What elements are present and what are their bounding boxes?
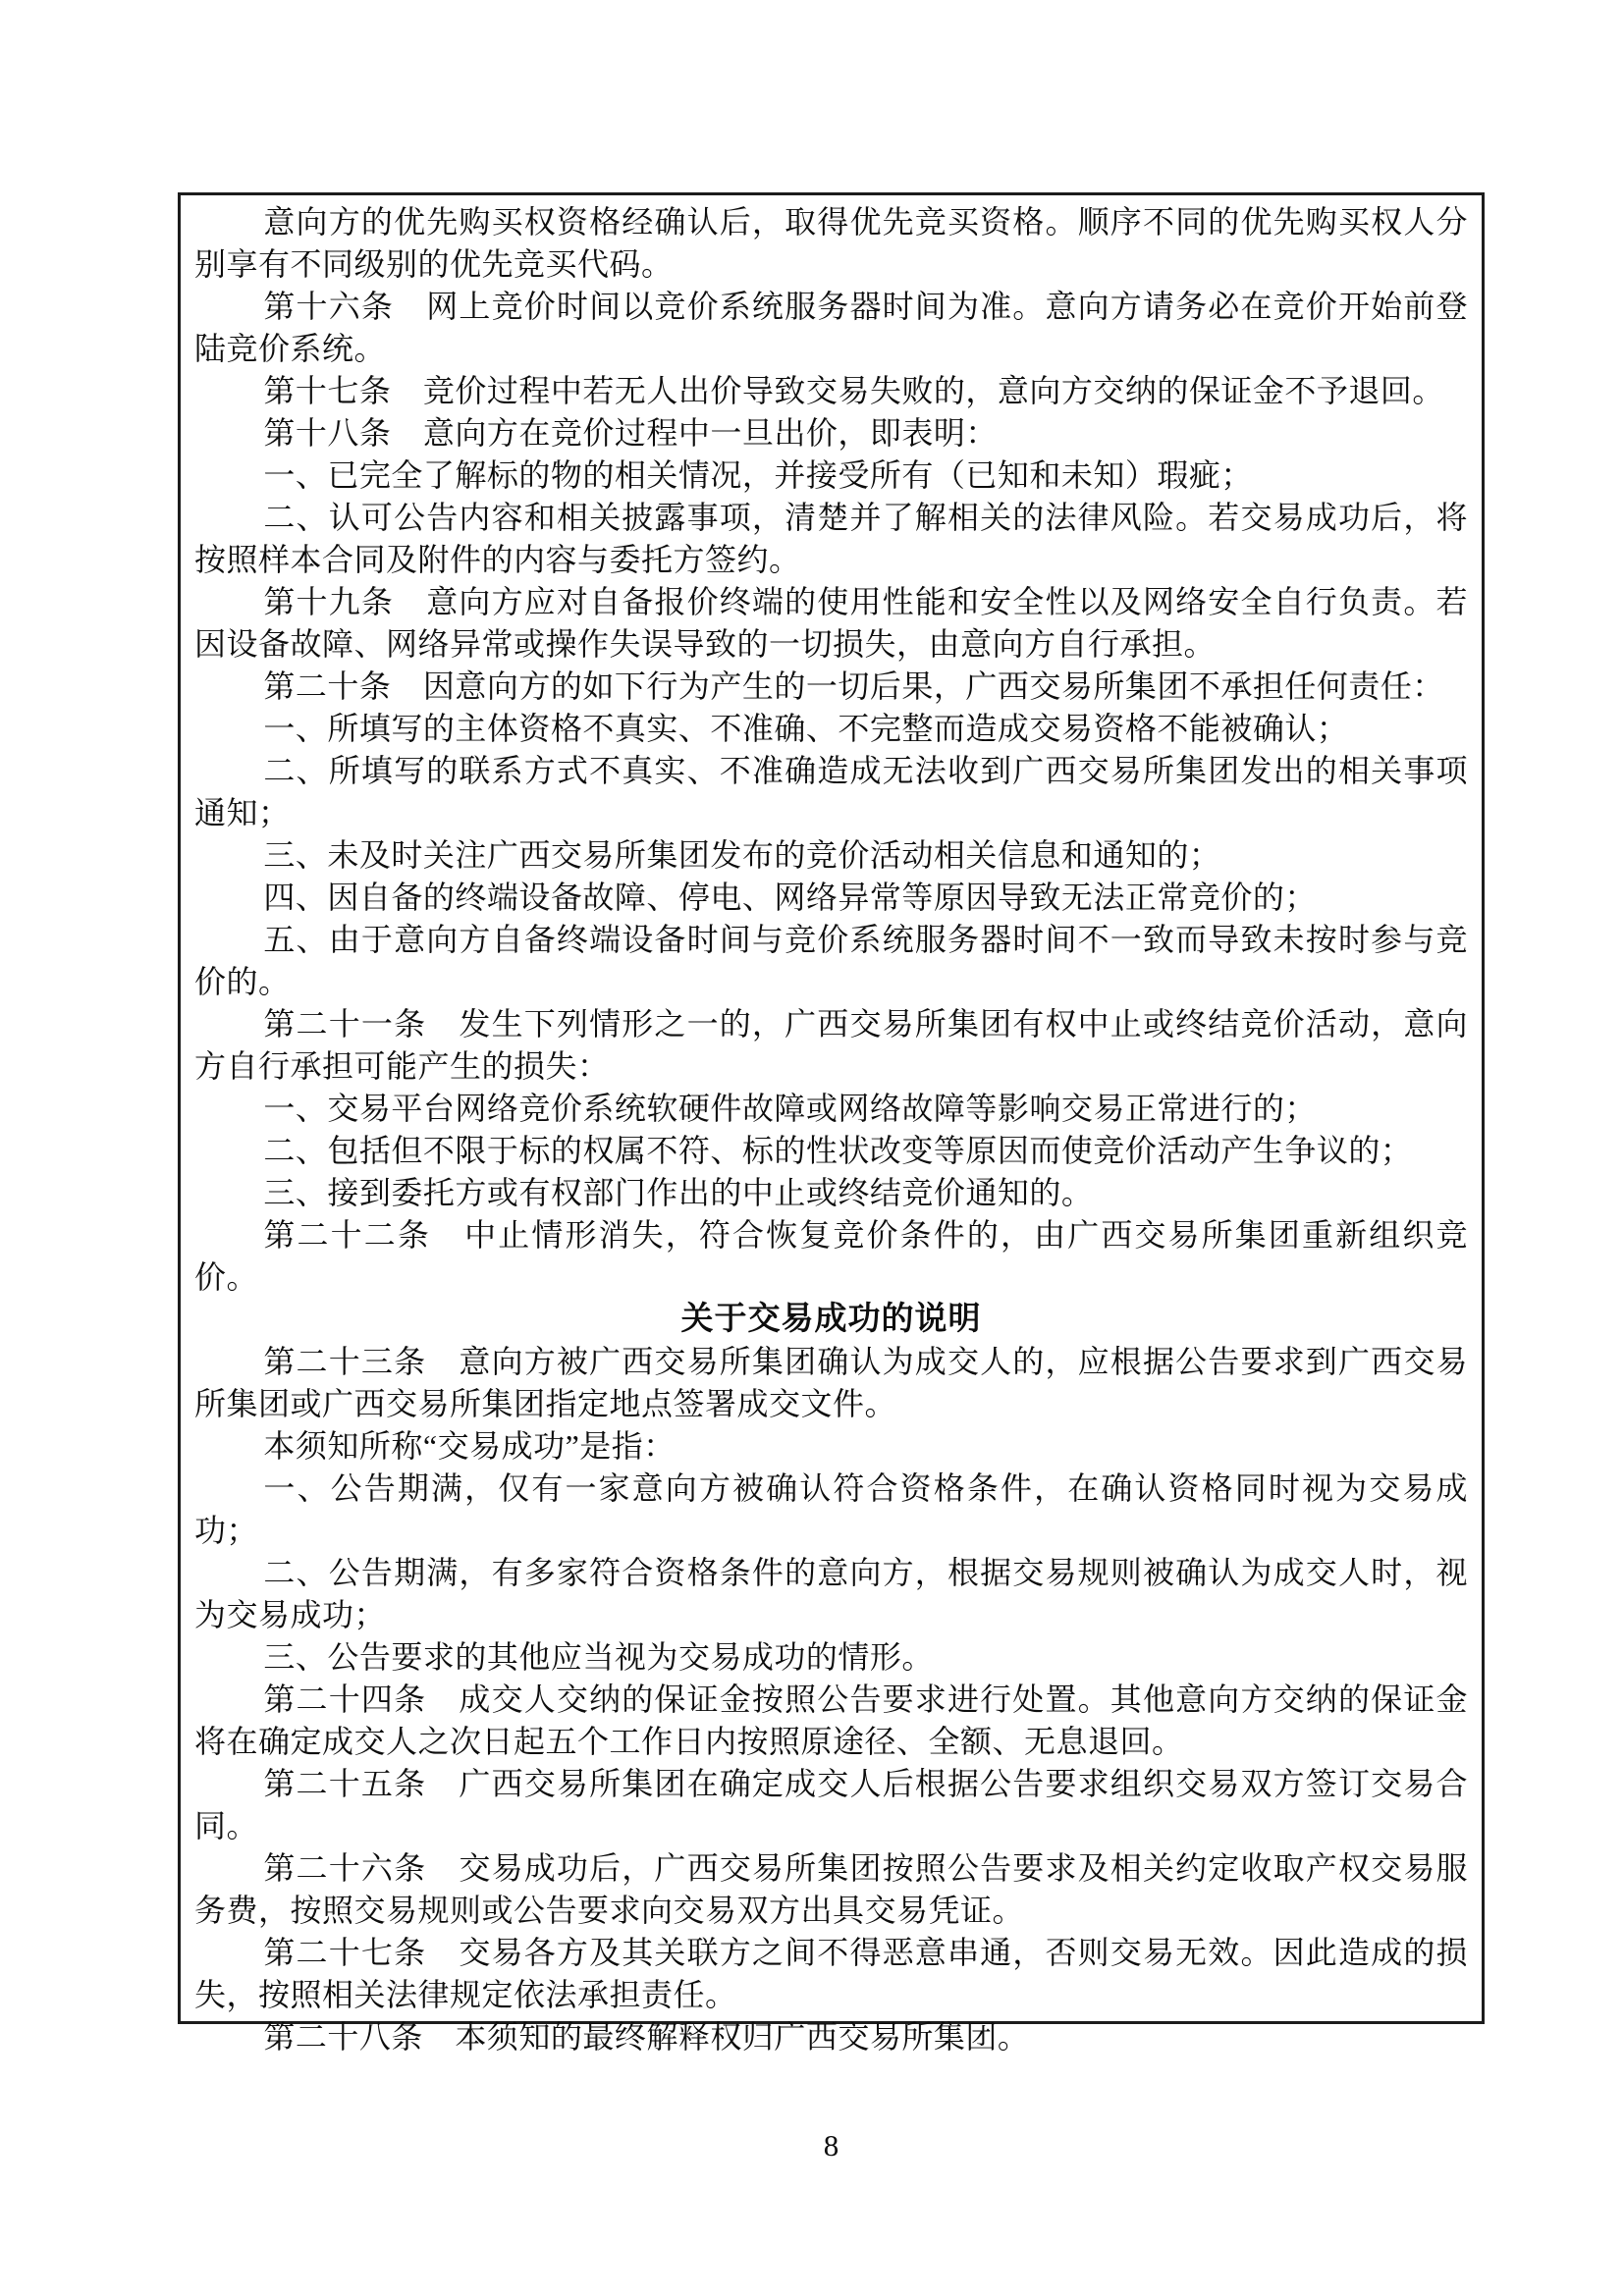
- paragraph: 一、已完全了解标的物的相关情况，并接受所有（已知和未知）瑕疵；: [263, 457, 1253, 493]
- paragraph: 第二十八条 本须知的最终解释权归广西交易所集团。: [263, 2019, 1030, 2055]
- paragraph: 第十七条 竞价过程中若无人出价导致交易失败的，意向方交纳的保证金不予退回。: [263, 373, 1444, 408]
- document-body: [194, 201, 1468, 2058]
- paragraph: 第二十三条 意向方被广西交易所集团确认为成交人的，应根据公告要求到广西交易所集团或广西交易所集团指定地点签署成交文件。: [194, 1344, 1468, 1421]
- page-number: 8: [823, 2128, 839, 2163]
- paragraph: 四、因自备的终端设备故障、停电、网络异常等原因导致无法正常竞价的；: [263, 880, 1317, 915]
- paragraph: 第十六条 网上竞价时间以竞价系统服务器时间为准。意向方请务必在竞价开始前登陆竞价系统。: [194, 289, 1468, 366]
- paragraph: 第二十七条 交易各方及其关联方之间不得恶意串通，否则交易无效。因此造成的损失，按照相关法律规定依法承担责任。: [194, 1935, 1468, 2012]
- paragraph: 三、公告要求的其他应当视为交易成功的情形。: [263, 1639, 934, 1675]
- paragraph: 二、包括但不限于标的权属不符、标的性状改变等原因而使竞价活动产生争议的；: [263, 1133, 1413, 1168]
- paragraph: 三、未及时关注广西交易所集团发布的竞价活动相关信息和通知的；: [263, 837, 1221, 873]
- paragraph: 二、认可公告内容和相关披露事项，清楚并了解相关的法律风险。若交易成功后，将按照样本合同及附件的内容与委托方签约。: [194, 500, 1468, 577]
- paragraph: 意向方的优先购买权资格经确认后，取得优先竞买资格。顺序不同的优先购买权人分别享有不同级别的优先竞买代码。: [194, 204, 1468, 282]
- paragraph: 一、所填写的主体资格不真实、不准确、不完整而造成交易资格不能被确认；: [263, 711, 1349, 746]
- paragraph: 第二十五条 广西交易所集团在确定成交人后根据公告要求组织交易双方签订交易合同。: [194, 1766, 1468, 1843]
- section-heading: 关于交易成功的说明: [680, 1302, 982, 1337]
- paragraph: 二、所填写的联系方式不真实、不准确造成无法收到广西交易所集团发出的相关事项通知；: [194, 753, 1468, 830]
- paragraph: 第十八条 意向方在竞价过程中一旦出价，即表明：: [263, 415, 998, 451]
- paragraph: 一、公告期满，仅有一家意向方被确认符合资格条件，在确认资格同时视为交易成功；: [194, 1470, 1468, 1548]
- paragraph: 第二十条 因意向方的如下行为产生的一切后果，广西交易所集团不承担任何责任：: [263, 668, 1444, 704]
- paragraph: 第十九条 意向方应对自备报价终端的使用性能和安全性以及网络安全自行负责。若因设备故障、网络异常或操作失误导致的一切损失，由意向方自行承担。: [194, 584, 1468, 662]
- paragraph: 三、接到委托方或有权部门作出的中止或终结竞价通知的。: [263, 1175, 1094, 1210]
- paragraph: 第二十二条 中止情形消失，符合恢复竞价条件的，由广西交易所集团重新组织竞价。: [194, 1217, 1468, 1295]
- document-border-box: [178, 192, 1485, 2055]
- paragraph: 一、交易平台网络竞价系统软硬件故障或网络故障等影响交易正常进行的；: [263, 1091, 1317, 1126]
- paragraph: 第二十四条 成交人交纳的保证金按照公告要求进行处置。其他意向方交纳的保证金将在确定成交人之次日起五个工作日内按照原途径、全额、无息退回。: [194, 1682, 1468, 1759]
- paragraph: 二、公告期满，有多家符合资格条件的意向方，根据交易规则被确认为成交人时，视为交易成功；: [194, 1555, 1468, 1632]
- paragraph: 第二十六条 交易成功后，广西交易所集团按照公告要求及相关约定收取产权交易服务费，按照交易规则或公告要求向交易双方出具交易凭证。: [194, 1850, 1468, 1928]
- paragraph: 五、由于意向方自备终端设备时间与竞价系统服务器时间不一致而导致未按时参与竞价的。: [194, 922, 1468, 999]
- paragraph: 本须知所称“交易成功”是指：: [263, 1428, 676, 1464]
- paragraph: 第二十一条 发生下列情形之一的，广西交易所集团有权中止或终结竞价活动，意向方自行承担可能产生的损失：: [194, 1006, 1468, 1084]
